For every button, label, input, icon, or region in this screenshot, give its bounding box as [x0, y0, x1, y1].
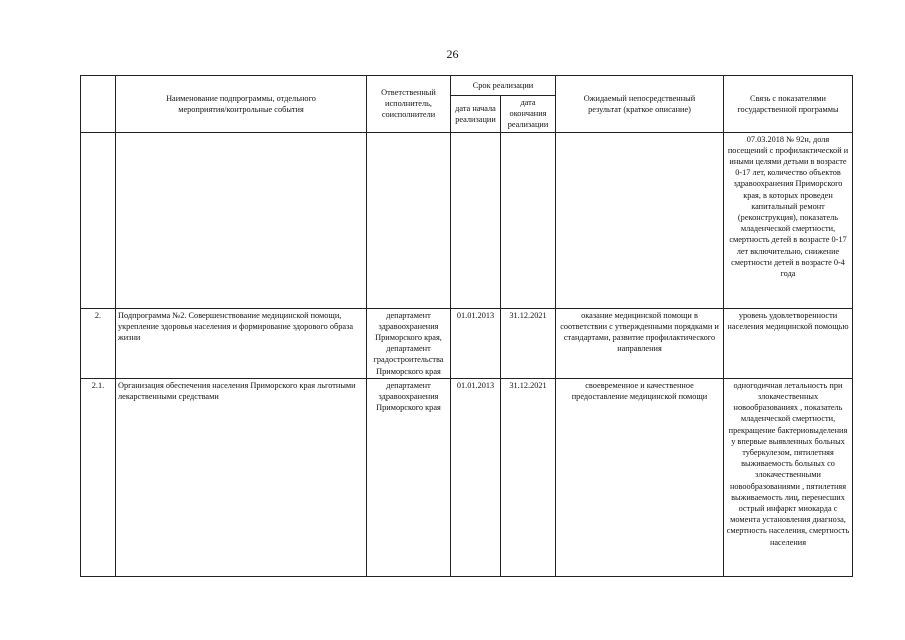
- row-end-date: 31.12.2021: [501, 308, 556, 378]
- table-row: [81, 378, 853, 576]
- row-result: оказание медицинской помощи в соответствии с утвержденными порядками и стандартами, развитие профилактического направления: [556, 308, 724, 378]
- row-start-date: 01.01.2013: [451, 308, 501, 378]
- header-period: Срок реализации: [451, 76, 556, 96]
- header-responsible: Ответственный исполнитель, соисполнители: [367, 76, 451, 133]
- row-num: 2.: [81, 308, 116, 378]
- row-num: 2.1.: [81, 378, 116, 576]
- row-start-date: 01.01.2013: [451, 378, 501, 576]
- row-link: одногодичная летальность при злокачественных новообразованиях , показатель младенческой смертности, прекращение бактериовыделения у впервые выявленных больных туберкулезом, пятилетняя выживаемость больных со злокачественными новообразованиями , пятилетняя выживаемость лиц, перенесших острый инфаркт миокарда с момента установления диагноза, смертность населения, смертность населения: [724, 378, 853, 576]
- row-result: [556, 132, 724, 308]
- row-result: своевременное и качественное предоставление медицинской помощи: [556, 378, 724, 576]
- row-end-date: [501, 132, 556, 308]
- header-result: Ожидаемый непосредственный результат (краткое описание): [556, 76, 724, 133]
- row-name: Подпрограмма №2. Совершенствование медицинской помощи, укрепление здоровья населения и формирование здорового образа жизни: [116, 308, 367, 378]
- row-responsible: департамент здравоохранения Приморского края, департамент градостроительства Приморского края: [367, 308, 451, 378]
- table-row: [81, 308, 853, 378]
- program-table: [80, 75, 853, 577]
- row-start-date: [451, 132, 501, 308]
- row-end-date: 31.12.2021: [501, 378, 556, 576]
- table-header-row: [81, 76, 853, 96]
- row-num: [81, 132, 116, 308]
- row-name: Организация обеспечения населения Приморского края льготными лекарственными средствами: [116, 378, 367, 576]
- header-end: дата окончания реализации: [501, 96, 556, 133]
- header-num-cell: [81, 76, 116, 133]
- row-link: 07.03.2018 № 92н, доля посещений с профилактической и иными целями детьми в возрасте 0-17 лет, количество объектов здравоохранения Приморского края, в которых проведен капитальный ремонт (реконструкция), показатель младенческой смертности, смертность детей в возрасте 0-17 лет включительно, снижение смертности детей в возрасте 0-4 года: [724, 132, 853, 308]
- page-number: 26: [446, 47, 459, 61]
- header-link: Связь с показателями государственной программы: [724, 76, 853, 133]
- row-responsible: департамент здравоохранения Приморского края: [367, 378, 451, 576]
- row-name: [116, 132, 367, 308]
- row-link: уровень удовлетворенности населения медицинской помощью: [724, 308, 853, 378]
- header-name: Наименование подпрограммы, отдельного мероприятия/контрольные события: [116, 76, 367, 133]
- row-responsible: [367, 132, 451, 308]
- table-row: [81, 132, 853, 308]
- header-start: дата начала реализации: [451, 96, 501, 133]
